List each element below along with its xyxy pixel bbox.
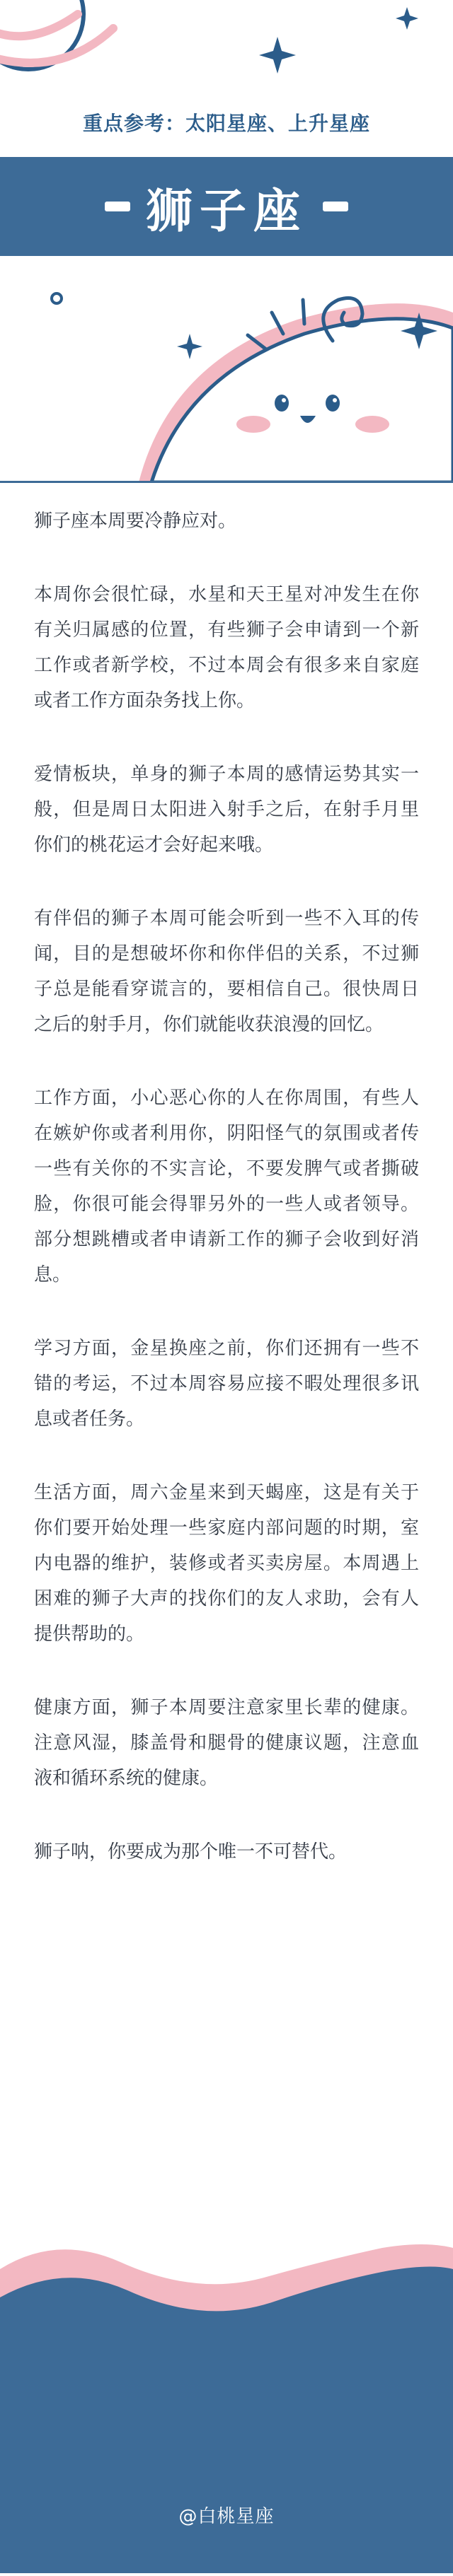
divider-line	[0, 481, 453, 483]
title-dash-right	[323, 202, 348, 211]
cloud-illustration	[0, 256, 453, 482]
paragraph: 有伴侣的狮子本周可能会听到一些不入耳的传闻，目的是想破坏你和你伴侣的关系，不过狮子总是能看穿谎言的，要相信自己。很快周日之后的射手月，你们就能收获浪漫的回忆。	[34, 908, 419, 1035]
article-body	[34, 503, 419, 1908]
paragraph: 工作方面，小心恶心你的人在你周围，有些人在嫉妒你或者利用你，阴阳怪气的氛围或者传一些有关你的不实言论，不要发脾气或者撕破脸，你很可能会得罪另外的一些人或者领导。部分想跳槽或者申请新工作的狮子会收到好消息。	[34, 1088, 419, 1286]
footer-credit: @白桃星座	[178, 2506, 275, 2527]
star-icon	[259, 37, 296, 74]
paragraph: 健康方面，狮子本周要注意家里长辈的健康。注意风湿，膝盖骨和腿骨的健康议题，注意血液和循环系统的健康。	[34, 1697, 419, 1789]
page-title: 狮子座	[146, 183, 307, 238]
paragraph: 爱情板块，单身的狮子本周的感情运势其实一般，但是周日太阳进入射手之后，在射手月里你们的桃花运才会好起来哦。	[34, 764, 419, 856]
dot-icon	[52, 293, 62, 303]
planet-decoration	[0, 0, 453, 106]
title-dash-left	[105, 202, 130, 211]
star-icon	[396, 7, 418, 30]
star-icon	[177, 334, 202, 359]
paragraph: 狮子呐，你要成为那个唯一不可替代。	[34, 1841, 348, 1863]
paragraph: 狮子座本周要冷静应对。	[34, 511, 237, 532]
eye-icon	[275, 395, 289, 412]
subtitle: 重点参考：太阳星座、上升星座	[82, 112, 370, 135]
eye-icon	[326, 395, 340, 412]
paragraph: 本周你会很忙碌，水星和天王星对冲发生在你有关归属感的位置，有些狮子会申请到一个新工作或者新学校，不过本周会有很多来自家庭或者工作方面杂务找上你。	[34, 584, 419, 711]
title-banner	[0, 157, 453, 256]
paragraph: 学习方面，金星换座之前，你们还拥有一些不错的考运，不过本周容易应接不暇处理很多讯息或者任务。	[34, 1338, 419, 1430]
paragraph: 生活方面，周六金星来到天蝎座，这是有关于你们要开始处理一些家庭内部问题的时期，室内电器的维护，装修或者买卖房屋。本周遇上困难的狮子大声的找你们的友人求助，会有人提供帮助的。	[34, 1482, 419, 1645]
